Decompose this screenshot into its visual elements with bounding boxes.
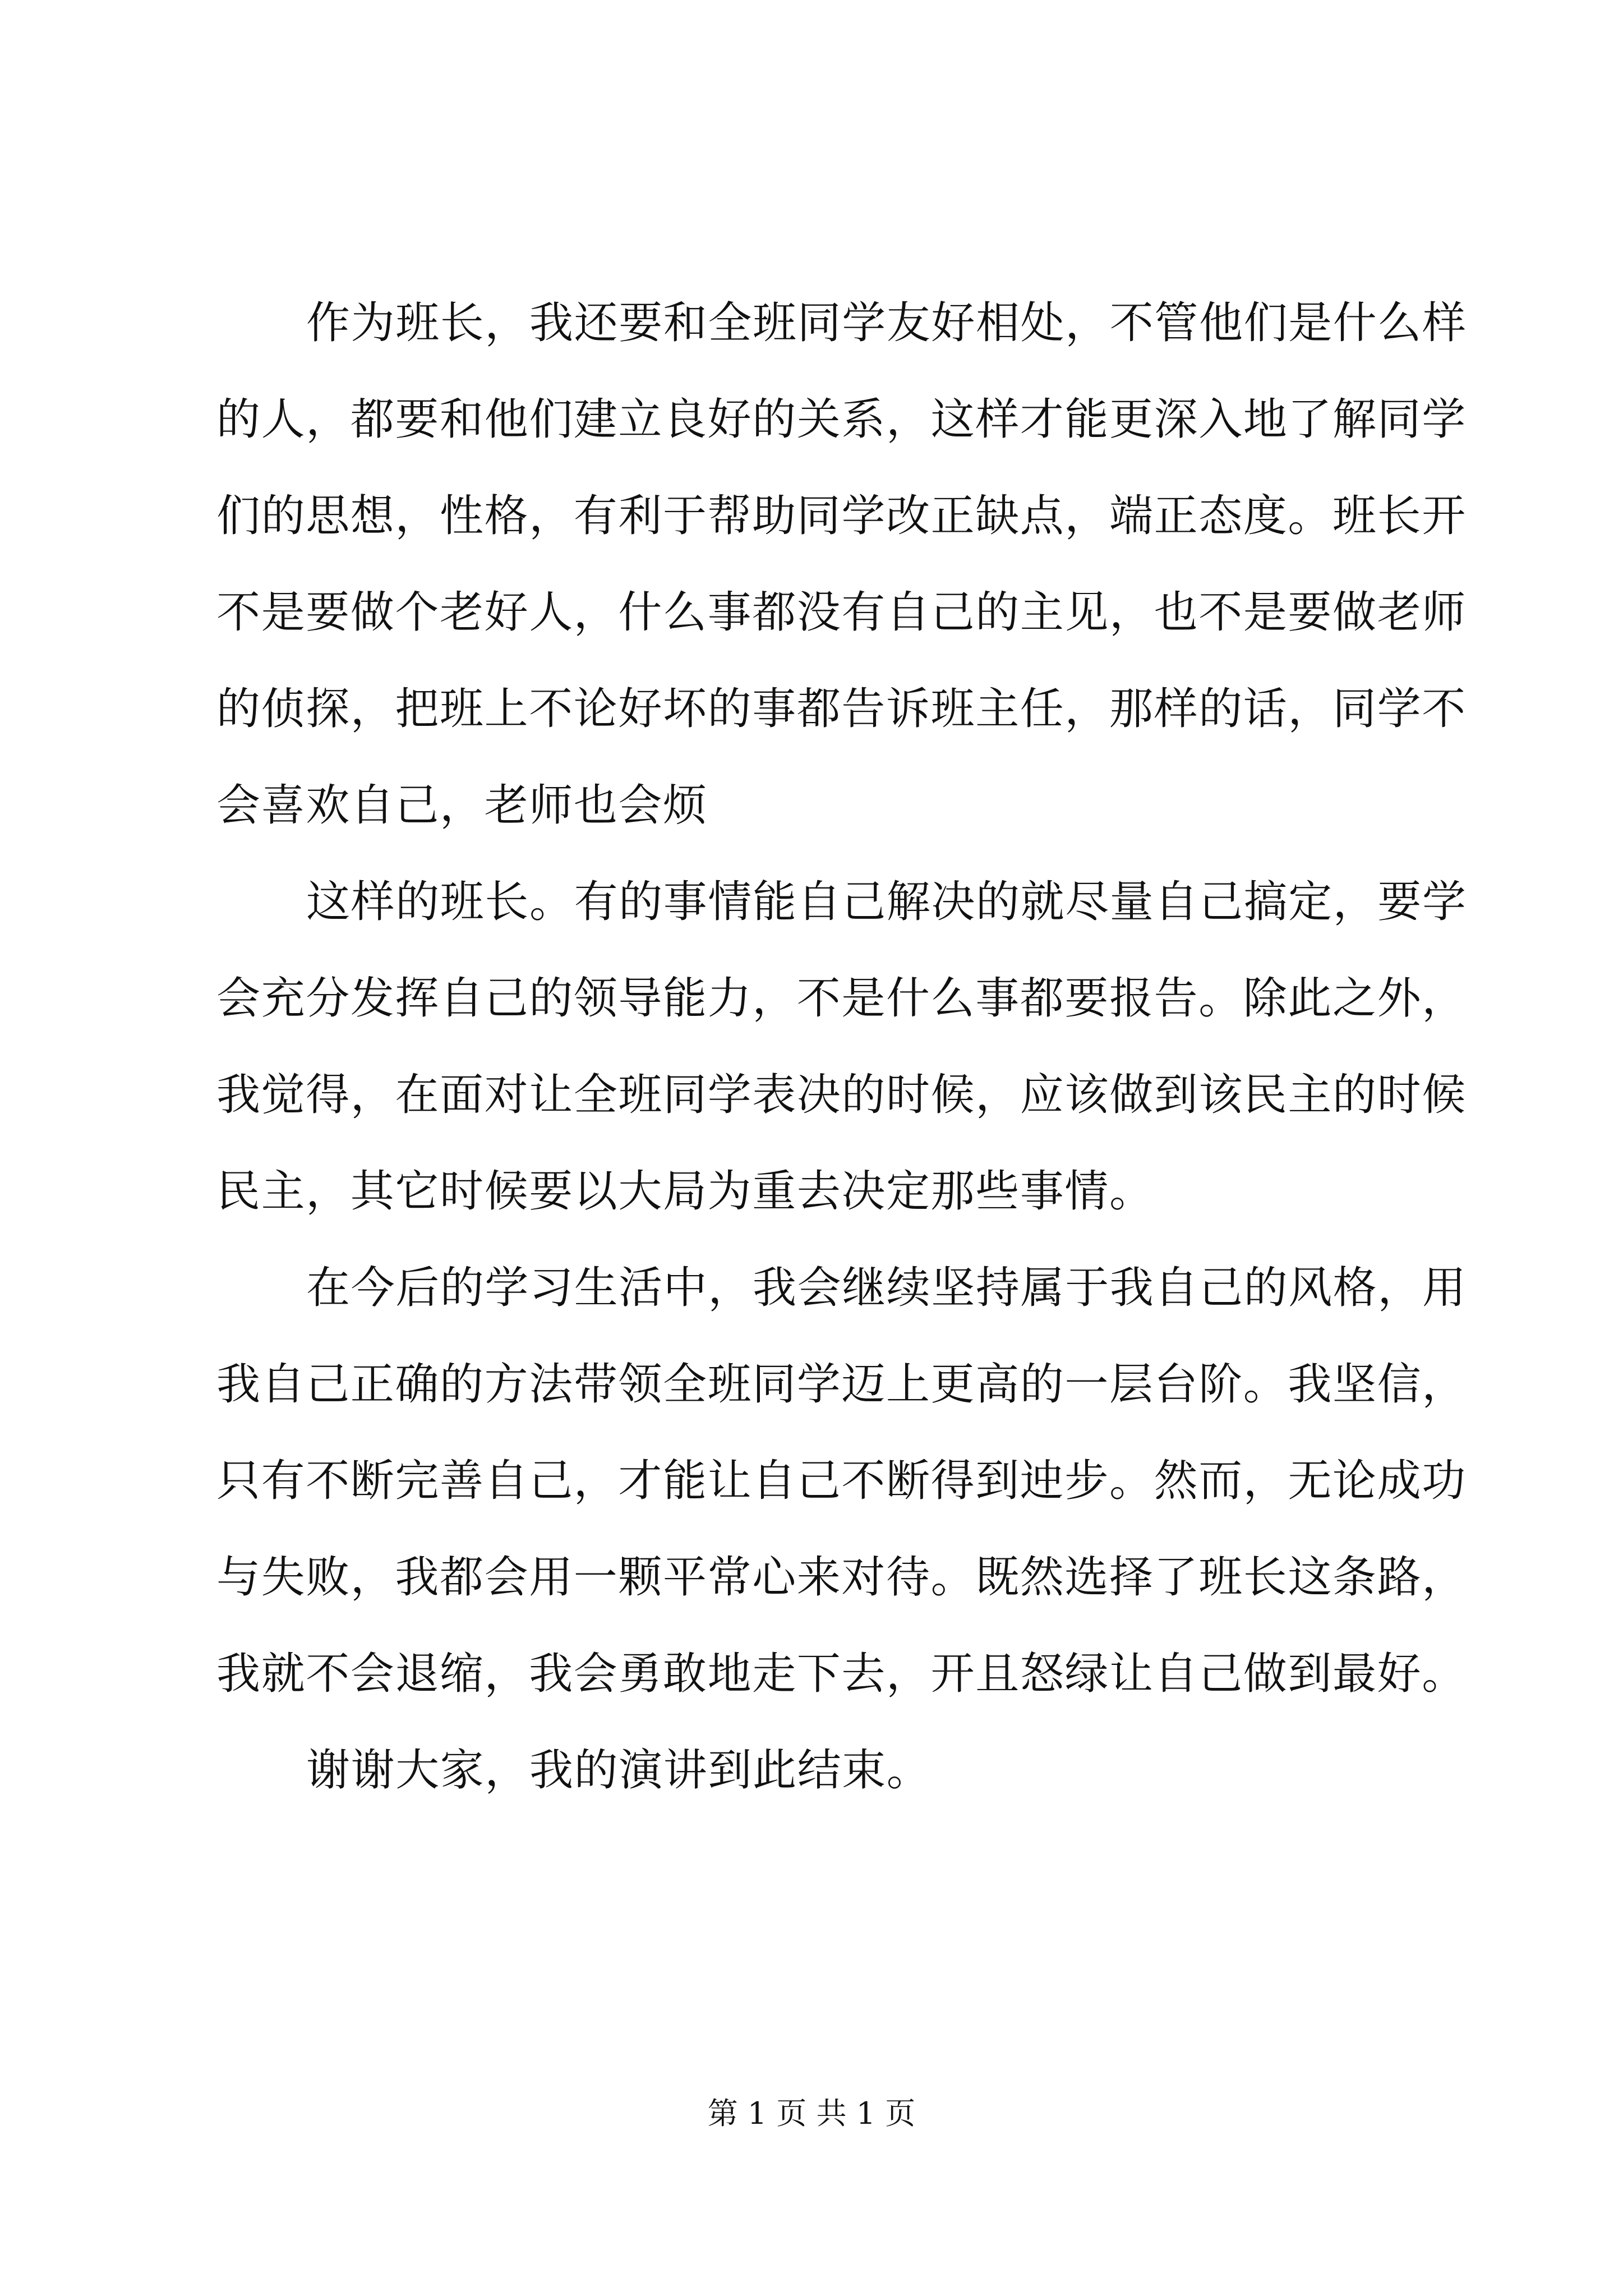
page-number-label: 第 1 页 共 1 页 [707,2096,916,2131]
paragraph-4 [216,1722,1422,1819]
text-line: 这样的班长。有的事情能自己解决的就尽量自己搞定，要学 [306,877,1467,927]
text-line: 谢谢大家，我的演讲到此结束。 [306,1745,932,1796]
text-line: 们的思想，性格，有利于帮助同学改正缺点，端正态度。班长开 [216,491,1467,541]
text-line: 的人，都要和他们建立良好的关系，这样才能更深入地了解同学 [216,394,1467,445]
text-line: 在今后的学习生活中，我会继续坚持属于我自己的风格，用 [306,1263,1467,1313]
paragraph-2 [216,854,1467,1240]
text-line: 我觉得，在面对让全班同学表决的时候，应该做到该民主的时候 [216,1070,1467,1120]
text-line: 只有不断完善自己，才能让自己不断得到迚步。然而，无论成功 [216,1456,1467,1506]
document-body [216,275,1467,1819]
text-line: 作为班长，我还要和全班同学友好相处，不管他们是什么样 [306,298,1467,348]
text-line: 与失败，我都会用一颗平常心来对待。既然选择了班长这条路， [216,1552,1467,1603]
text-line: 我自己正确的方法带领全班同学迈上更高的一层台阶。我坚信， [216,1359,1467,1410]
paragraph-3 [216,1240,1467,1722]
paragraph-1 [216,275,1467,854]
text-line: 民主，其它时候要以大局为重去决定那些事情。 [216,1166,1154,1217]
text-line: 不是要做个老好人，什么事都没有自己的主见，也不是要做老师 [216,587,1467,638]
text-line: 会充分发挥自己的领导能力，不是什么事都要报告。除此之外， [216,973,1467,1024]
text-line: 会喜欢自己，老师也会烦 [216,780,708,831]
text-line: 我就不会退缩，我会勇敢地走下去，开且怒绿让自己做到最好。 [216,1649,1467,1699]
text-line: 的侦探，把班上不论好坏的事都告诉班主任，那样的话，同学不 [216,684,1467,734]
page-footer [0,2091,1623,2136]
